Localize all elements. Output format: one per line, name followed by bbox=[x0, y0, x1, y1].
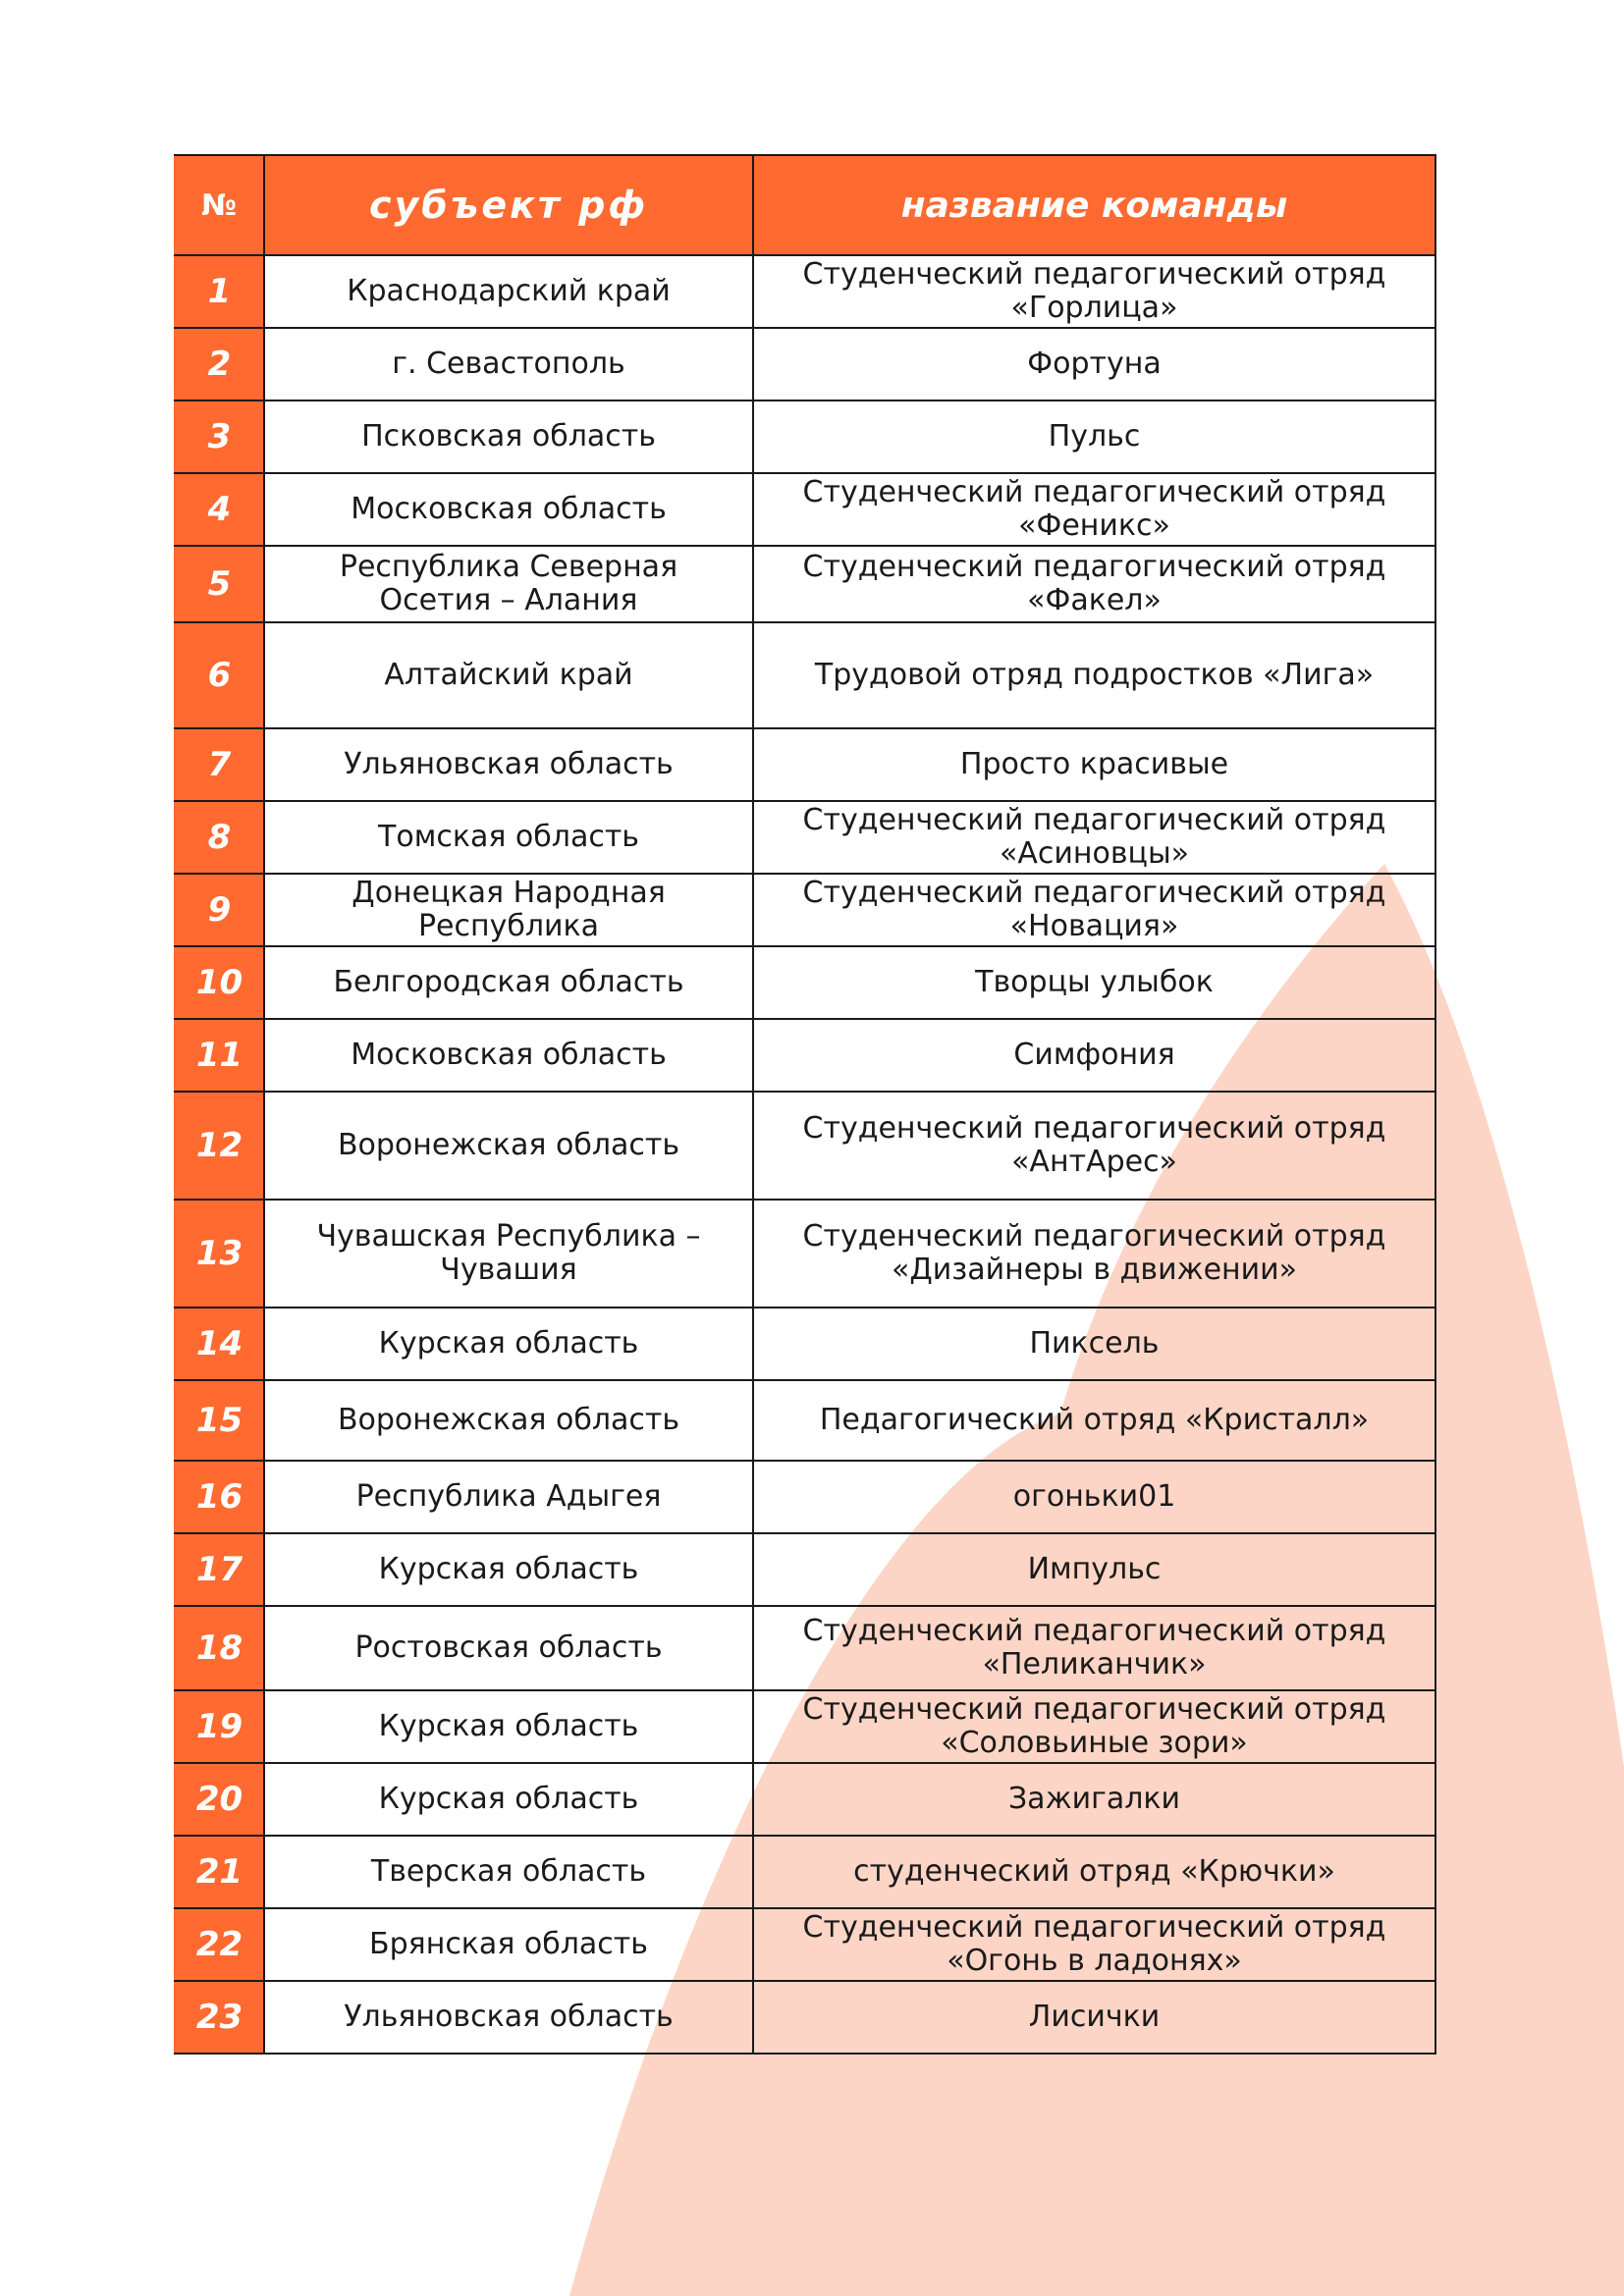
team-cell bbox=[753, 400, 1435, 473]
team-cell bbox=[753, 1606, 1435, 1690]
table-row bbox=[175, 1908, 1435, 1981]
team-name-text: Пиксель bbox=[1029, 1326, 1160, 1361]
region-text: Курская область bbox=[378, 1326, 639, 1361]
row-number: 20 bbox=[175, 1763, 264, 1836]
team-cell bbox=[753, 1533, 1435, 1606]
team-name-text: Студенческий педагогический отряд «Пеликанчик» bbox=[802, 1614, 1386, 1682]
region-cell bbox=[264, 946, 753, 1019]
team-cell bbox=[753, 801, 1435, 874]
region-text: Краснодарский край bbox=[347, 274, 671, 308]
region-cell bbox=[264, 728, 753, 801]
region-cell bbox=[264, 622, 753, 728]
table-row bbox=[175, 1836, 1435, 1908]
region-cell bbox=[264, 546, 753, 622]
table-row bbox=[175, 728, 1435, 801]
region-text: Донецкая Народная Республика bbox=[352, 876, 666, 943]
header-region: субъект рф bbox=[264, 155, 753, 255]
region-text: Курская область bbox=[378, 1552, 639, 1586]
region-cell bbox=[264, 1908, 753, 1981]
table-row bbox=[175, 874, 1435, 946]
region-cell bbox=[264, 1606, 753, 1690]
team-cell bbox=[753, 946, 1435, 1019]
row-number: 12 bbox=[175, 1092, 264, 1200]
team-name-text: Трудовой отряд подростков «Лига» bbox=[814, 658, 1375, 692]
team-cell bbox=[753, 1908, 1435, 1981]
row-number: 18 bbox=[175, 1606, 264, 1690]
region-cell bbox=[264, 1836, 753, 1908]
region-text: Московская область bbox=[351, 492, 667, 526]
region-cell bbox=[264, 1533, 753, 1606]
team-cell bbox=[753, 1380, 1435, 1461]
row-number: 14 bbox=[175, 1308, 264, 1380]
team-name-text: огоньки01 bbox=[1012, 1479, 1176, 1514]
row-number: 21 bbox=[175, 1836, 264, 1908]
region-text: Московская область bbox=[351, 1038, 667, 1072]
team-cell bbox=[753, 1308, 1435, 1380]
team-name-text: Педагогический отряд «Кристалл» bbox=[819, 1403, 1370, 1437]
team-name-text: Студенческий педагогический отряд «Феникс» bbox=[802, 475, 1386, 543]
team-name-text: Просто красивые bbox=[959, 747, 1229, 781]
team-name-text: Студенческий педагогический отряд «Новация» bbox=[802, 876, 1386, 943]
team-cell bbox=[753, 473, 1435, 546]
header-team: название команды bbox=[753, 155, 1435, 255]
team-cell bbox=[753, 728, 1435, 801]
team-name-text: студенческий отряд «Крючки» bbox=[853, 1854, 1335, 1889]
region-cell bbox=[264, 801, 753, 874]
team-cell bbox=[753, 546, 1435, 622]
table-row bbox=[175, 622, 1435, 728]
table-row bbox=[175, 1461, 1435, 1533]
team-name-text: Фортуна bbox=[1027, 347, 1162, 381]
region-text: Курская область bbox=[378, 1782, 639, 1816]
region-cell bbox=[264, 1019, 753, 1092]
table-row bbox=[175, 1763, 1435, 1836]
region-text: Воронежская область bbox=[337, 1128, 680, 1162]
region-text: Ростовская область bbox=[354, 1630, 663, 1665]
team-name-text: Студенческий педагогический отряд «Горлица» bbox=[802, 257, 1386, 325]
region-cell bbox=[264, 874, 753, 946]
region-cell bbox=[264, 1092, 753, 1200]
team-cell bbox=[753, 1092, 1435, 1200]
row-number: 11 bbox=[175, 1019, 264, 1092]
table-header-row bbox=[175, 155, 1435, 255]
teams-table bbox=[174, 154, 1436, 2055]
team-name-text: Студенческий педагогический отряд «Соловьиные зори» bbox=[802, 1692, 1386, 1760]
region-text: Чувашская Республика – Чувашия bbox=[316, 1219, 701, 1287]
table-row bbox=[175, 1308, 1435, 1380]
row-number: 19 bbox=[175, 1690, 264, 1763]
region-cell bbox=[264, 255, 753, 328]
region-text: Курская область bbox=[378, 1709, 639, 1743]
table-row bbox=[175, 1019, 1435, 1092]
team-name-text: Студенческий педагогический отряд «АнтАрес» bbox=[802, 1111, 1386, 1179]
row-number: 22 bbox=[175, 1908, 264, 1981]
region-cell bbox=[264, 1981, 753, 2054]
table-row bbox=[175, 1200, 1435, 1308]
team-cell bbox=[753, 1981, 1435, 2054]
row-number: 10 bbox=[175, 946, 264, 1019]
team-name-text: Студенческий педагогический отряд «Огонь в ладонях» bbox=[802, 1910, 1386, 1978]
table-row bbox=[175, 946, 1435, 1019]
region-cell bbox=[264, 1380, 753, 1461]
table-row bbox=[175, 801, 1435, 874]
table-row bbox=[175, 1380, 1435, 1461]
row-number: 13 bbox=[175, 1200, 264, 1308]
row-number: 5 bbox=[175, 546, 264, 622]
region-cell bbox=[264, 473, 753, 546]
region-text: Тверская область bbox=[370, 1854, 647, 1889]
table-row bbox=[175, 1092, 1435, 1200]
table-row bbox=[175, 546, 1435, 622]
table-row bbox=[175, 1981, 1435, 2054]
team-cell bbox=[753, 874, 1435, 946]
region-text: г. Севастополь bbox=[392, 347, 625, 381]
table-row bbox=[175, 473, 1435, 546]
row-number: 7 bbox=[175, 728, 264, 801]
team-name-text: Студенческий педагогический отряд «Факел» bbox=[802, 550, 1386, 617]
row-number: 16 bbox=[175, 1461, 264, 1533]
team-cell bbox=[753, 1461, 1435, 1533]
table-row bbox=[175, 400, 1435, 473]
table-body bbox=[175, 255, 1435, 2054]
team-cell bbox=[753, 255, 1435, 328]
team-cell bbox=[753, 328, 1435, 400]
row-number: 15 bbox=[175, 1380, 264, 1461]
region-cell bbox=[264, 1461, 753, 1533]
table-row bbox=[175, 1533, 1435, 1606]
header-num: № bbox=[175, 155, 264, 255]
team-name-text: Творцы улыбок bbox=[975, 965, 1214, 999]
region-text: Воронежская область bbox=[337, 1403, 680, 1437]
region-cell bbox=[264, 328, 753, 400]
team-name-text: Пульс bbox=[1048, 419, 1141, 454]
team-cell bbox=[753, 1200, 1435, 1308]
region-text: Алтайский край bbox=[384, 658, 633, 692]
team-cell bbox=[753, 1836, 1435, 1908]
team-cell bbox=[753, 1690, 1435, 1763]
team-cell bbox=[753, 1763, 1435, 1836]
team-name-text: Лисички bbox=[1028, 2000, 1161, 2034]
region-text: Псковская область bbox=[361, 419, 656, 454]
region-text: Республика Северная Осетия – Алания bbox=[339, 550, 678, 617]
table-row bbox=[175, 255, 1435, 328]
table-row bbox=[175, 1606, 1435, 1690]
row-number: 8 bbox=[175, 801, 264, 874]
team-name-text: Импульс bbox=[1027, 1552, 1162, 1586]
row-number: 4 bbox=[175, 473, 264, 546]
team-name-text: Студенческий педагогический отряд «Дизайнеры в движении» bbox=[802, 1219, 1386, 1287]
team-name-text: Симфония bbox=[1013, 1038, 1175, 1072]
row-number: 2 bbox=[175, 328, 264, 400]
region-cell bbox=[264, 1200, 753, 1308]
team-cell bbox=[753, 622, 1435, 728]
region-text: Республика Адыгея bbox=[355, 1479, 662, 1514]
team-cell bbox=[753, 1019, 1435, 1092]
team-name-text: Студенческий педагогический отряд «Асиновцы» bbox=[802, 803, 1386, 871]
region-text: Брянская область bbox=[369, 1927, 648, 1961]
table-row bbox=[175, 328, 1435, 400]
region-text: Томская область bbox=[378, 820, 639, 854]
region-cell bbox=[264, 400, 753, 473]
row-number: 6 bbox=[175, 622, 264, 728]
region-text: Белгородская область bbox=[333, 965, 684, 999]
region-cell bbox=[264, 1308, 753, 1380]
region-text: Ульяновская область bbox=[344, 2000, 674, 2034]
region-text: Ульяновская область bbox=[344, 747, 674, 781]
row-number: 1 bbox=[175, 255, 264, 328]
row-number: 23 bbox=[175, 1981, 264, 2054]
row-number: 17 bbox=[175, 1533, 264, 1606]
row-number: 3 bbox=[175, 400, 264, 473]
team-name-text: Зажигалки bbox=[1007, 1782, 1181, 1816]
region-cell bbox=[264, 1690, 753, 1763]
region-cell bbox=[264, 1763, 753, 1836]
row-number: 9 bbox=[175, 874, 264, 946]
table-row bbox=[175, 1690, 1435, 1763]
